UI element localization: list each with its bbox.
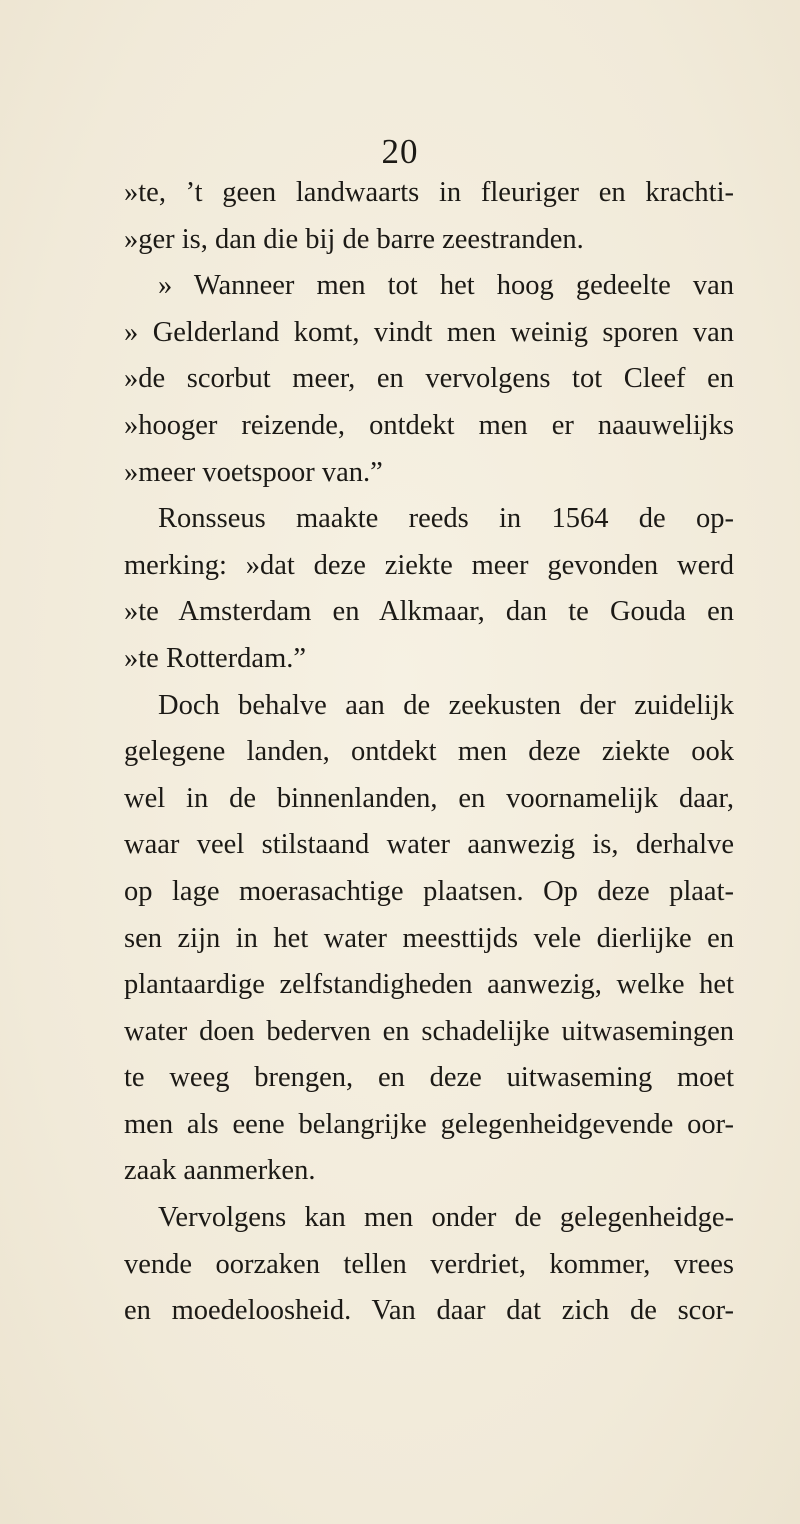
text-line: water doen bederven en schadelijke uitwasemingen: [124, 1015, 734, 1047]
text-line: »hooger reizende, ontdekt men er naauwelijks: [124, 409, 734, 441]
text-line: »de scorbut meer, en vervolgens tot Cleef en: [124, 363, 734, 395]
text-line: sen zijn in het water meesttijds vele dierlijke en: [124, 922, 734, 954]
text-line: Doch behalve aan de zeekusten der zuidelijk: [158, 689, 734, 721]
text-line: merking: »dat deze ziekte meer gevonden werd: [124, 549, 734, 581]
text-line: »te Amsterdam en Alkmaar, dan te Gouda en: [124, 596, 734, 628]
text-line: Vervolgens kan men onder de gelegenheidge-: [158, 1202, 734, 1234]
text-line: zaak aanmerken.: [124, 1155, 316, 1187]
text-line: » Gelderland komt, vindt men weinig sporen van: [124, 316, 734, 348]
body-text: [124, 170, 734, 1335]
text-line: waar veel stilstaand water aanwezig is, derhalve: [124, 829, 734, 861]
text-line: op lage moerasachtige plaatsen. Op deze plaat-: [124, 875, 734, 907]
text-line: »te, ’t geen landwaarts in fleuriger en krachti-: [124, 177, 734, 208]
text-line: vende oorzaken tellen verdriet, kommer, vrees: [124, 1248, 734, 1280]
text-line: gelegene landen, ontdekt men deze ziekte ook: [124, 736, 734, 768]
text-line: en moedeloosheid. Van daar dat zich de scor-: [124, 1295, 734, 1327]
text-line: »meer voetspoor van.”: [124, 456, 383, 488]
text-line: » Wanneer men tot het hoog gedeelte van: [158, 270, 734, 302]
text-line: »te Rotterdam.”: [124, 642, 307, 674]
text-line: men als eene belangrijke gelegenheidgevende oor-: [124, 1108, 734, 1140]
text-line: plantaardige zelfstandigheden aanwezig, welke het: [124, 969, 734, 1001]
text-line: te weeg brengen, en deze uitwaseming moet: [124, 1062, 734, 1094]
text-line: Ronsseus maakte reeds in 1564 de op-: [158, 503, 734, 535]
text-line: »ger is, dan die bij de barre zeestranden.: [124, 223, 584, 255]
text-line: wel in de binnenlanden, en voornamelijk daar,: [124, 782, 734, 814]
page-number: 20: [381, 132, 419, 171]
